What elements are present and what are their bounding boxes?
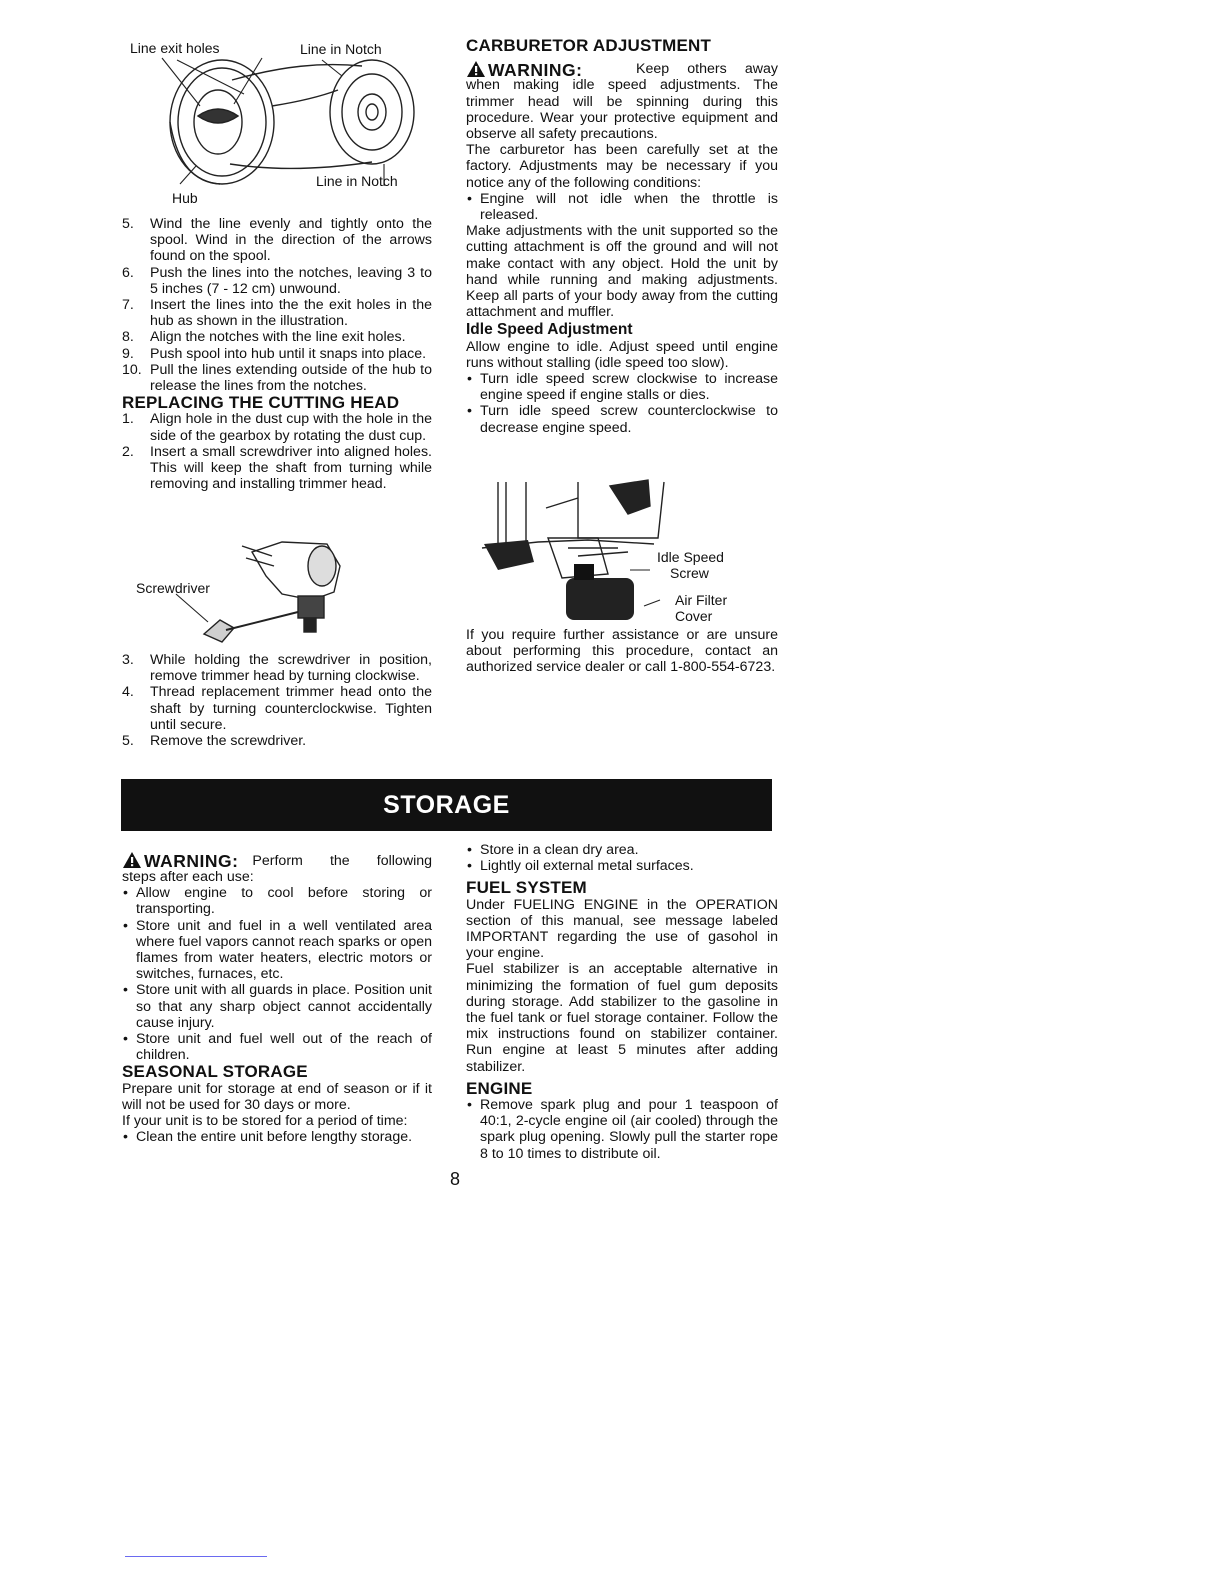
storage-warning-text-2: steps after each use:	[122, 869, 254, 885]
list-item: 6. Push the lines into the notches, leaving 3 to 5 inches (7 - 12 cm) unwound.	[122, 264, 432, 297]
list-item: • Engine will not idle when the throttle is released.	[467, 190, 778, 224]
carburetor-heading: CARBURETOR ADJUSTMENT	[466, 36, 712, 55]
storage-warning-text-1: Perform the following	[252, 852, 432, 869]
list-item: • Lightly oil external metal surfaces.	[467, 858, 694, 875]
replacing-head-heading: REPLACING THE CUTTING HEAD	[122, 393, 400, 413]
list-item: • Store in a clean dry area.	[467, 842, 639, 858]
carburetor-illustration	[478, 478, 778, 626]
spool-figure	[122, 36, 432, 208]
list-item: • Store unit with all guards in place. Position unit so that any sharp object cannot accidentally cause injury.	[123, 982, 432, 1031]
list-item: 4. Thread replacement trimmer head onto the shaft by turning counterclockwise. Tighten until secure.	[122, 684, 432, 733]
engine-bullets	[466, 1097, 778, 1162]
list-item: 7. Insert the lines into the the exit holes in the hub as shown in the illustration.	[122, 297, 432, 330]
list-item: • Allow engine to cool before storing or transporting.	[123, 885, 432, 918]
page-number: 8	[449, 1169, 460, 1189]
right-column-top	[466, 38, 778, 436]
footer-rule	[125, 1556, 267, 1557]
carburetor-intro: The carburetor has been carefully set at the factory. Adjustments may be necessary if you notice any of the following conditions:	[466, 142, 778, 191]
fuel-text-1: Under FUELING ENGINE in the OPERATION section of this manual, see message labeled IMPORTANT regarding the use of gasohol in your engine.	[466, 896, 778, 962]
label-idle-screw: Screw	[670, 565, 709, 581]
label-line-in-notch-top: Line in Notch	[300, 41, 382, 57]
list-item: • Turn idle speed screw counterclockwise to decrease engine speed.	[467, 403, 778, 436]
carburetor-warning: WARNING:	[466, 60, 778, 78]
label-line-in-notch-bottom: Line in Notch	[316, 173, 398, 189]
label-hub: Hub	[172, 190, 198, 206]
seasonal-text-1: Prepare unit for storage at end of season or if it will not be used for 30 days or more.	[122, 1080, 432, 1113]
list-item: 2. Insert a small screwdriver into aligned holes. This will keep the shaft from turning while removing and installing trimmer head.	[122, 443, 432, 493]
list-item: 5. Remove the screwdriver.	[122, 733, 307, 750]
carburetor-conditions	[466, 191, 778, 223]
seasonal-storage-heading: SEASONAL STORAGE	[122, 1062, 308, 1082]
right-column-assistance	[466, 627, 778, 676]
warning-icon	[466, 60, 486, 78]
fuel-system-heading: FUEL SYSTEM	[466, 878, 587, 898]
storage-right-bullets	[466, 842, 778, 874]
list-item: 10. Pull the lines extending outside of the hub to release the lines from the notches.	[122, 361, 432, 395]
seasonal-text-2: If your unit is to be stored for a period of time:	[122, 1113, 408, 1130]
replacing-steps-b	[122, 652, 432, 749]
list-item: • Store unit and fuel well out of the reach of children.	[123, 1031, 432, 1064]
engine-heading: ENGINE	[466, 1078, 533, 1098]
replacing-steps-a	[122, 411, 432, 492]
list-item: 9. Push spool into hub until it snaps into place.	[122, 345, 427, 362]
label-idle-speed: Idle Speed	[657, 549, 724, 565]
idle-intro: Allow engine to idle. Adjust speed until engine runs without stalling (idle speed too slow).	[466, 338, 778, 371]
idle-bullets	[466, 371, 778, 436]
list-item: • Turn idle speed screw clockwise to increase engine speed if engine stalls or dies.	[467, 371, 778, 404]
storage-warning: WARNING: Perform the following	[122, 851, 432, 869]
left-column-top	[122, 216, 432, 492]
list-item: 5. Wind the line evenly and tightly onto the spool. Wind in the direction of the arrows found on the spool.	[122, 216, 432, 265]
assistance-text: If you require further assistance or are unsure about performing this procedure, contact an authorized service dealer or call 1-800-554-6723.	[466, 627, 778, 676]
carburetor-warning-text: Keep others away when making idle speed adjustments. The trimmer head will be spinning during this procedure. Wear your protective equipment and observe all safety precautions.	[466, 61, 778, 143]
list-item: • Clean the entire unit before lengthy storage.	[123, 1129, 413, 1146]
fuel-text-2: Fuel stabilizer is an acceptable alternative in minimizing the formation of fuel gum deposits during storage. Add stabilizer to the gasoline in the fuel tank or fuel storage container. Follow the mix instructions found on stabilizer container. Run engine at least 5 minutes after adding stabilizer.	[466, 961, 778, 1075]
screwdriver-figure	[122, 536, 432, 648]
label-line-exit-holes: Line exit holes	[130, 40, 220, 56]
label-screwdriver: Screwdriver	[136, 580, 210, 596]
list-item: • Store unit and fuel in a well ventilated area where fuel vapors cannot reach sparks or open flames from water heaters, electric motors or switches, furnaces, etc.	[123, 917, 432, 983]
warning-icon	[122, 851, 142, 869]
list-item: 1. Align hole in the dust cup with the hole in the side of the gearbox by rotating the dust cup.	[122, 411, 432, 444]
carburetor-support-text: Make adjustments with the unit supported so the cutting attachment is off the ground and will not make contact with any object. Hold the unit by hand while running and making adjustments. Keep all parts of your body away from the cutting attachment and muffler.	[466, 223, 778, 321]
carburetor-figure	[478, 478, 778, 626]
label-air-filter: Air Filter	[675, 592, 728, 608]
storage-bullets	[122, 885, 432, 1063]
label-air-cover: Cover	[675, 608, 713, 624]
list-item: • Remove spark plug and pour 1 teaspoon of 40:1, 2-cycle engine oil (air cooled) through the spark plug opening. Slowly pull the starter rope 8 to 10 times to distribute oil.	[467, 1097, 778, 1162]
storage-left-column	[122, 851, 432, 1145]
list-item: 8. Align the notches with the line exit holes.	[122, 329, 406, 346]
storage-banner: STORAGE	[121, 779, 772, 831]
spool-steps	[122, 216, 432, 394]
list-item: 3. While holding the screwdriver in position, remove trimmer head by turning clockwise.	[122, 652, 432, 685]
idle-speed-heading: Idle Speed Adjustment	[466, 321, 633, 339]
left-column-bottom	[122, 652, 432, 749]
seasonal-bullets	[122, 1129, 432, 1145]
storage-right-column	[466, 842, 778, 1162]
